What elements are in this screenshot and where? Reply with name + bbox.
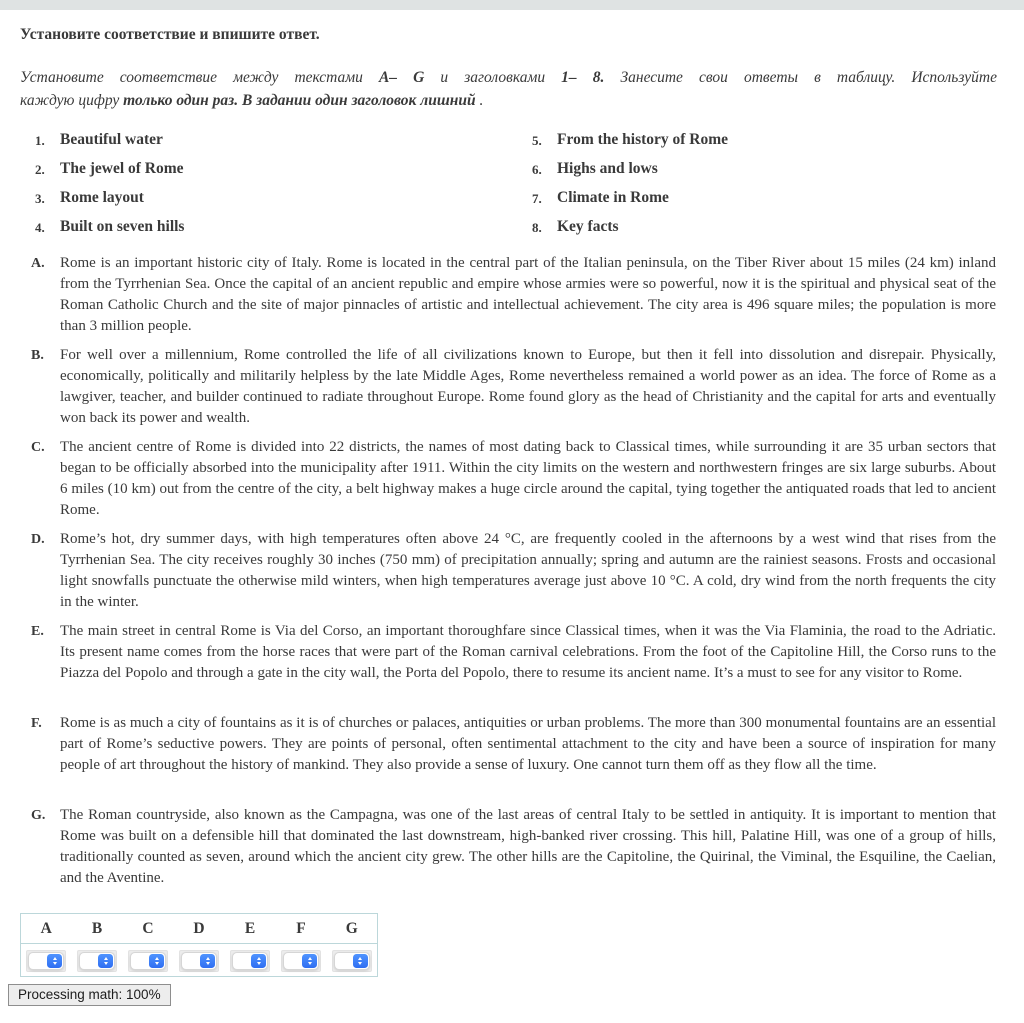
answer-select-g[interactable] bbox=[332, 950, 372, 972]
stepper-arrows-icon bbox=[200, 954, 215, 968]
heading-item-5 bbox=[532, 131, 728, 160]
paragraph-a bbox=[20, 253, 996, 337]
heading-item-7 bbox=[532, 189, 728, 218]
instruction-emphasis: только один раз. В задании один заголовок лишний bbox=[123, 92, 476, 109]
heading-number: 1. bbox=[35, 133, 45, 148]
heading-item-2 bbox=[35, 160, 532, 189]
paragraph-c bbox=[20, 437, 996, 521]
answer-select-f[interactable] bbox=[281, 950, 321, 972]
heading-item-3 bbox=[35, 189, 532, 218]
top-bar bbox=[0, 0, 1024, 10]
answer-column-header-g: G bbox=[327, 914, 378, 944]
answer-cell-a bbox=[21, 944, 72, 977]
answer-column-header-b: B bbox=[72, 914, 123, 944]
paragraph-label: G. bbox=[31, 808, 46, 823]
heading-item-4 bbox=[35, 218, 532, 247]
paragraph-d bbox=[20, 529, 996, 613]
stepper-arrows-icon bbox=[47, 954, 62, 968]
heading-label: Key facts bbox=[557, 218, 619, 235]
select-pill bbox=[130, 952, 166, 970]
heading-label: The jewel of Rome bbox=[60, 160, 184, 177]
answer-cell-f bbox=[276, 944, 327, 977]
heading-number: 5. bbox=[532, 133, 542, 148]
heading-label: Built on seven hills bbox=[60, 218, 185, 235]
instruction-line-1 bbox=[20, 66, 997, 89]
task-instruction bbox=[20, 66, 997, 112]
instruction-text: Установите соответствие между текстами bbox=[20, 69, 379, 86]
select-pill bbox=[232, 952, 268, 970]
heading-item-6 bbox=[532, 160, 728, 189]
instruction-range-headings: 1– 8. bbox=[561, 69, 605, 86]
heading-label: Beautiful water bbox=[60, 131, 163, 148]
paragraph-text: Rome’s hot, dry summer days, with high temperatures often above 24 °C, are frequently cooled in the afternoons by a west wind that rises from the Tyrrhenian Sea. The city receives roughly 30 inches (750 mm) of precipitation annually; spring and autumn are the rainiest seasons. Frosts and occasional light snowfalls punctuate the otherwise mild winters, when high temperatures average just above 10 °C. A cold, dry wind from the north frequents the city in the winter. bbox=[60, 531, 996, 610]
answer-select-b[interactable] bbox=[77, 950, 117, 972]
paragraph-label: D. bbox=[31, 532, 45, 547]
answer-select-d[interactable] bbox=[179, 950, 219, 972]
answer-cell-b bbox=[72, 944, 123, 977]
select-pill bbox=[79, 952, 115, 970]
heading-label: From the history of Rome bbox=[557, 131, 729, 148]
answer-table-header-row bbox=[21, 914, 378, 944]
paragraph-text: Rome is as much a city of fountains as it is of churches or palaces, antiquities or urban problems. The more than 300 monumental fountains are an essential part of Rome’s seductive powers. They are points of personal, often sentimental attachment to the city and have been a source of inspiration for many people of art throughout the history of mankind. They also provide a sense of luxury. One cannot turn them off as they flow all the time. bbox=[60, 715, 996, 773]
headings-column-right bbox=[532, 131, 728, 247]
answer-column-header-d: D bbox=[174, 914, 225, 944]
paragraph-text: The ancient centre of Rome is divided into 22 districts, the names of most dating back to Classical times, while surrounding it are 35 urban sectors that began to be officially absorbed into the municipality after 1911. Within the city limits on the western and northwestern fringes are six large suburbs. About 6 miles (10 km) out from the centre of the city, a belt highway makes a huge circle around the capital, tying together the antiquated roads that led to ancient Rome. bbox=[60, 439, 996, 518]
stepper-arrows-icon bbox=[302, 954, 317, 968]
answer-cell-d bbox=[174, 944, 225, 977]
stepper-arrows-icon bbox=[98, 954, 113, 968]
headings-column-left bbox=[35, 131, 532, 247]
heading-number: 3. bbox=[35, 191, 45, 206]
stepper-arrows-icon bbox=[149, 954, 164, 968]
answer-column-header-c: C bbox=[123, 914, 174, 944]
heading-number: 2. bbox=[35, 162, 45, 177]
paragraph-text: Rome is an important historic city of Italy. Rome is located in the central part of the Italian peninsula, on the Tiber River about 15 miles (24 km) inland from the Tyrrhenian Sea. Once the capital of an ancient republic and empire whose armies were so powerful, now it is the spiritual and physical seat of the Roman Catholic Church and the site of major pinnacles of artistic and intellectual achievement. The city area is 496 square miles; the population is more than 3 million people. bbox=[60, 255, 996, 334]
instruction-range-texts: A– G bbox=[378, 69, 425, 86]
paragraph-b bbox=[20, 345, 996, 429]
paragraph-label: F. bbox=[31, 716, 42, 731]
select-pill bbox=[28, 952, 64, 970]
answer-table bbox=[20, 913, 378, 977]
instruction-text: . bbox=[475, 92, 484, 109]
heading-number: 8. bbox=[532, 220, 542, 235]
paragraph-text: For well over a millennium, Rome controlled the life of all civilizations known to Europe, but then it fell into dissolution and disrepair. Physically, economically, politically and militarily helpless by the late Middle Ages, Rome nevertheless remained a world power as an idea. The force of Rome as a lawgiver, teacher, and builder continued to radiate throughout Europe. Rome found glory as the head of Christianity and the capital for arts and eventually won back its power and wealth. bbox=[60, 347, 996, 426]
heading-label: Highs and lows bbox=[557, 160, 658, 177]
instruction-text: Занесите свои ответы в таблицу. Используйте bbox=[604, 69, 997, 86]
answer-select-a[interactable] bbox=[26, 950, 66, 972]
paragraph-f bbox=[20, 713, 996, 776]
answer-cell-e bbox=[225, 944, 276, 977]
paragraph-text: The main street in central Rome is Via del Corso, an important thoroughfare since Classical times, when it was the Via Flaminia, the road to the Adriatic. Its present name comes from the horse races that were part of the Roman carnival celebrations. From the foot of the Capitoline Hill, the Corso runs to the Piazza del Popolo and through a gate in the city wall, the Porta del Popolo, there to resume its ancient name. It’s a must to see for any visitor to Rome. bbox=[60, 623, 996, 681]
paragraph-label: B. bbox=[31, 348, 44, 363]
answer-cell-c bbox=[123, 944, 174, 977]
headings-list bbox=[35, 131, 728, 247]
heading-label: Climate in Rome bbox=[557, 189, 669, 206]
paragraph-label: A. bbox=[31, 256, 45, 271]
paragraph-label: E. bbox=[31, 624, 44, 639]
paragraph-label: C. bbox=[31, 440, 45, 455]
instruction-line-2 bbox=[20, 89, 997, 112]
page-title: Установите соответствие и впишите ответ. bbox=[20, 26, 320, 43]
answer-table-select-row bbox=[21, 944, 378, 977]
answer-column-header-e: E bbox=[225, 914, 276, 944]
answer-select-c[interactable] bbox=[128, 950, 168, 972]
heading-number: 4. bbox=[35, 220, 45, 235]
answer-select-e[interactable] bbox=[230, 950, 270, 972]
heading-item-8 bbox=[532, 218, 728, 247]
stepper-arrows-icon bbox=[251, 954, 266, 968]
mathjax-processing-status: Processing math: 100% bbox=[8, 984, 171, 1006]
heading-item-1 bbox=[35, 131, 532, 160]
answer-cell-g bbox=[327, 944, 378, 977]
heading-number: 6. bbox=[532, 162, 542, 177]
heading-number: 7. bbox=[532, 191, 542, 206]
select-pill bbox=[181, 952, 217, 970]
paragraph-g bbox=[20, 805, 996, 889]
select-pill bbox=[283, 952, 319, 970]
instruction-text: и заголовками bbox=[424, 69, 562, 86]
paragraph-e bbox=[20, 621, 996, 684]
stepper-arrows-icon bbox=[353, 954, 368, 968]
instruction-text: каждую цифру bbox=[20, 92, 124, 109]
heading-label: Rome layout bbox=[60, 189, 144, 206]
paragraph-text: The Roman countryside, also known as the Campagna, was one of the last areas of central Italy to be settled in antiquity. It is important to mention that Rome was built on a defensible hill that dominated the last downstream, high-banked river crossing. This hill, Palatine Hill, was one of a group of hills, traditionally counted as seven, around which the ancient city grew. The other hills are the Capitoline, the Quirinal, the Viminal, the Esquiline, the Caelian, and the Aventine. bbox=[60, 807, 996, 886]
answer-column-header-f: F bbox=[276, 914, 327, 944]
select-pill bbox=[334, 952, 370, 970]
answer-column-header-a: A bbox=[21, 914, 72, 944]
